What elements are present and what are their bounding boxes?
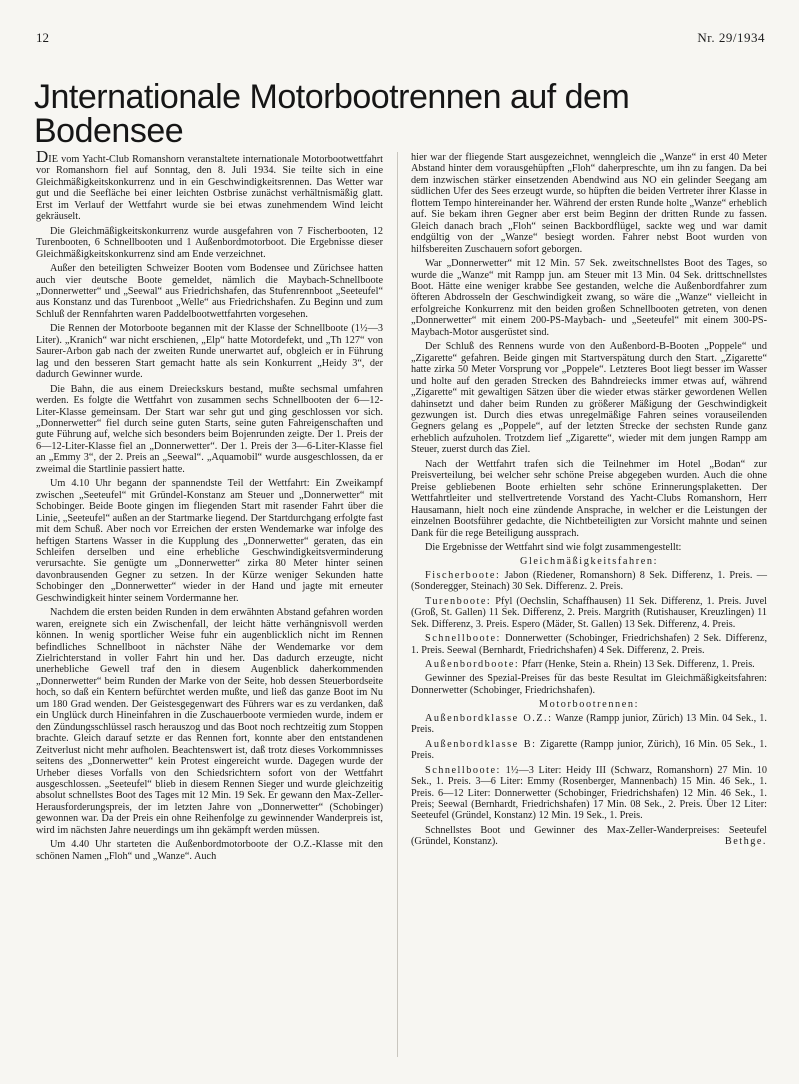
paragraph: Die Gleichmäßigkeitskonkurrenz wurde ausgefahren von 7 Fischerbooten, 12 Turenbooten, 6 Schnellbooten und 1 Außenbordmotorboot. Die Ergebnisse dieser Gleichmäßigkeitskonkurrenz sind am Ende verzeichnet. [36,225,383,260]
result-text: Pfarr (Henke, Stein a. Rhein) 13 Sek. Differenz, 1. Preis. [521,659,755,671]
result-label: Fischerboote: [425,569,501,581]
result-entry [411,659,767,670]
result-text: Jabon (Riedener, Romanshorn) 8 Sek. Differenz, 1. Preis. — (Sonderegger, Steinach) 30 Sek. Differenz. 2. Preis. [411,569,768,593]
paragraph: War „Donnerwetter“ mit 12 Min. 57 Sek. zweitschnellstes Boot des Tages, so wurde die „Wanze“ mit Rampp jun. am Steuer mit 13 Min. 04 Sek. drittschnellstes Boot. Hätte eine weniger krabbe See gestanden, welche die Außenbordfahrer zum öfteren Abdrosseln der Geschwindigkeit zwang, so wäre die „Wanze“ vielleicht in erfolgreiche Konkurrenz mit den beiden großen Schnellbooten getreten, von denen „Donnerwetter“ mit einem 200-PS-Maybach- und „Seeteufel“ mit einem 300-PS-Maybach-Motor ausgerüstet sind. [411,258,767,338]
article-title: Jnternationale Motorbootrennen auf dem Bodensee [34,78,630,150]
paragraph: Nach der Wettfahrt trafen sich die Teilnehmer im Hotel „Bodan“ zur Preisverteilung, bei welcher sehr schöne Preise abgegeben wurden. Auch die ohne Preise gebliebenen Boote erhielten sehr schöne Erinnerungsplaketten. Der Wettfahrtleiter und stellvertretende Vorstand des Yacht-Clubs Romanshorn, Herr Hausamann, hielt noch eine zündende Ansprache, in welcher er die Leistungen der einzelnen Bootsführer gedachte, die Nichtbeteiligten zur Vorsicht mahnte und seinen Dank für die rege Beteiligung aussprach. [411,458,767,539]
result-text: Zigarette (Rampp junior, Zürich), 16 Min. 05 Sek., 1. Preis. [411,738,767,762]
column-divider [397,152,398,1057]
result-entry: Gewinner des Spezial-Preises für das beste Resultat im Gleichmäßigkeitsfahren: Donnerwetter (Schobinger, Friedrichshafen). [411,673,767,696]
result-entry [411,570,767,593]
result-label: Außenbordklasse B: [425,738,537,750]
paragraph: Nachdem die ersten beiden Runden in dem erwähnten Abstand gefahren worden waren, ereignete sich ein Zwischenfall, der leicht hätte verhängnisvoll werden können. In wenig sportlicher Weise fuhr ein augenblicklich nicht im Rennen befindliches Schnellboot in nächster Nähe der Wendemarke vor dem Zielrichterstand in voller Fahrt hin und her. Das dadurch erzeugte, nicht unerhebliche Gewell traf den in diesem Augenblick daherkommenden „Donnerwetter“ beim Runden der Marke von der Seite, hob dessen Steuerbordseite hoch, so daß ein Kentern befürchtet werden mußte, und ließ das ganze Boot im Nu um 180 Grad wenden. Der Geistesgegenwart des Führers war es zu verdanken, daß ein Unglück durch Hineinfahren in die Zuschauerboote vermieden wurde, indem er den Zündungsschlüssel rasch herauszog und das Boot noch rechtzeitig zum Stoppen brachte. Gleich darauf setzte er das Rennen fort, konnte aber den entstandenen Zeitverlust nicht mehr aufholen. Beachtenswert ist, daß trotz dieses Vorkommnisses seitens des „Donnerwetter“ kein Protest eingereicht wurde. Dagegen wurde der Urheber dieses Vorfalls von den Schiedsrichtern sofort von der Wettfahrt ausgeschlossen. „Seeteufel“ blieb in diesem Rennen Sieger und wurde gleichzeitig absolut schnellstes Boot des Tages mit 12 Min. 19 Sek. Er gewann den Max-Zeller-Herausforderungspreis, der im letzten Jahre von „Donnerwetter“ (Schobinger) gewonnen war. Da der Preis ein ohne Reihenfolge zu gewinnender Wanderpreis ist, wird im nächsten Jahre neuerdings um ihn gekämpft werden müssen. [36,607,383,836]
results-heading: Motorbootrennen: [538,699,640,711]
paragraph: Der Schluß des Rennens wurde von den Außenbord-B-Booten „Poppele“ und „Zigarette“ gefahren. Beide gingen mit Startverspätung durch den Start. „Zigarette“ hatte zirka 50 Meter Vorsprung vor „Poppele“. Letzteres Boot liegt besser im Wasser und holte auf den geraden Strecken des Bahndreiecks immer etwas auf, während „Zigarette“ mit gewaltigen Sätzen über die wieder etwas stärker gewordenen Wellen dahinsetzt und daher beim Runden zu größerer Mäßigung der Geschwindigkeit gezwungen ist. Durch dies etwas unregelmäßige Fahren seines vorauseilenden Gegners gelang es „Poppele“, auf der letzten Strecke der sechsten Runde ganz erheblich aufzuholen. Trotzdem lief „Zigarette“, wieder mit dem jungen Rampp am Steuer, zuerst durch das Ziel. [411,341,767,456]
result-label: Turenboote: [425,595,492,607]
result-entry [411,633,767,656]
paragraph: Die Ergebnisse der Wettfahrt sind wie folgt zusammengestellt: [425,541,682,553]
result-text: Schnellstes Boot und Gewinner des Max-Zeller-Wanderpreises: Seeteufel (Gründel, Konstanz). [411,824,767,848]
paragraph: hier war der fliegende Start ausgezeichnet, wenngleich die „Wanze“ in erst 40 Meter Abstand hinter dem vorausgehüpften „Floh“ daherpreschte, um ihn zu fangen. Da bei dem inzwischen stärker einsetzenden Abendwind aus NO ein gelinder Seegang am südlichen Ufer des Sees erzeugt wurde, so hüpften die beiden Vertreter ihrer Klasse in flottem Tempo hintereinander her. Während der ersten Runde holte „Wanze“ erheblich auf. Sie bekam ihren Gegner aber erst beim Beginn der dritten Runde zu fassen. Gleich danach brach „Floh“ seinen Backbordflügel, sackte weg und war damit endgültig von der „Wanze“ besiegt worden. Fahrer nebst Boot wurden von hilfsbereiten Zuschauern sofort geborgen. [411,152,767,255]
result-entry [411,713,767,736]
results-heading: Gleichmäßigkeitsfahren: [519,556,659,568]
dropcap: D [36,147,49,166]
left-column [36,147,383,865]
paragraph: Außer den beteiligten Schweizer Booten vom Bodensee und Zürichsee hatten auch vier deutsche Boote gemeldet, nämlich die Maybach-Schnellboote „Donnerwetter“ und „Seewal“ aus Friedrichshafen, das Stufenrennboot „Seeteufel“ aus Konstanz und das Turenboot „Welle“ aus Friedrichshafen. Zu Beginn und zum Schluß der Rennfahrten waren Paddelbootwettfahrten vorgesehen. [36,263,383,320]
result-entry [411,596,767,630]
author-signature: Bethge. [724,836,767,848]
result-label: Schnellboote: [425,633,501,645]
paragraph-text: IE vom Yacht-Club Romanshorn veranstaltete internationale Motorbootwettfahrt vor Romanshorn fiel auf Sonntag, den 8. Juli 1934. Sie teilte sich in eine Gleichmäßigkeitskonkurrenz und in ein Geschwindigkeitsrennen. Das Wetter war gut und die Seefläche bei einer leichten Ostbrise zunächst verhältnismäßig glatt. Erst im Verlauf der Wettfahrt wurde sie bei etwas zunehmendem Wind leicht gekräuselt. [36,154,383,223]
result-label: Außenbordklasse O.Z.: [425,712,553,724]
issue-number: Nr. 29/1934 [697,30,765,45]
result-text: Donnerwetter (Schobinger, Friedrichshafen) 2 Sek. Differenz, 1. Preis. Seewal (Bernhardt, Friedrichshafen) 4 Sek. Differenz, 2. Preis. [411,633,768,656]
result-text: Wanze (Rampp junior, Zürich) 13 Min. 04 Sek., 1. Preis. [411,712,767,736]
page-number: 12 [36,30,49,45]
paragraph: Die Rennen der Motorboote begannen mit der Klasse der Schnellboote (1½—3 Liter). „Kranich“ war nicht erschienen, „Elp“ hatte Motordefekt, und „Th 127“ von Saurer-Arbon gab nach der zweiten Runde unerwartet auf, obgleich er in Führung lag und den besseren Start gemacht hatte als sein Konkurrent „Heidy 3“, der dadurch Gewinner wurde. [36,323,383,381]
paragraph: Die Bahn, die aus einem Dreieckskurs bestand, mußte sechsmal umfahren werden. Es folgte die Wettfahrt von zusammen sechs Schnellbooten der 6—12-Liter-Klasse gemeinsam. Der Start war sehr gut und ging geschlossen vor sich. „Donnerwetter“ fiel durch seine guten Starts, seine guten Fahreigenschaften und gute Führung auf, welche sich besonders beim Bojenrunden zeigte. Der 1. Preis der 6—12-Liter-Klasse fiel an „Donnerwetter“. Der 1. Preis der 3—6-Liter-Klasse fiel an „Emmy 3“, der 2. Preis an „Seewal“. „Aquamobil“ wurde ausgeschlossen, da er zweimal die Startlinie passiert hatte. [36,383,383,475]
result-entry [411,825,767,848]
result-label: Außenbordboote: [425,659,520,671]
paragraph: Um 4.40 Uhr starteten die Außenbordmotorboote der O.Z.-Klasse mit den schönen Namen „Floh“ und „Wanze“. Auch [36,839,383,862]
paragraph-intro [36,147,383,223]
result-text: 1½—3 Liter: Heidy III (Schwarz, Romanshorn) 27 Min. 10 Sek., 1. Preis. 3—6 Liter: Emmy (Rosenberger, Mannenbach) 15 Min. 46 Sek., 1. Preis. 6—12 Liter: Donnerwetter (Schobinger, Friedrichshafen) 12 Min. 46 Sek., 1. Preis; Seewal (Bernhardt, Friedrichshafen) 17 Min. 08 Sek., 2. Preis. Über 12 Liter: Seeteufel (Gründel, Konstanz) 12 Min. 19 Sek., 1. Preis. [411,764,767,822]
result-entry [411,739,767,762]
paragraph: Um 4.10 Uhr begann der spannendste Teil der Wettfahrt: Ein Zweikampf zwischen „Seeteufel“ mit Gründel-Konstanz am Steuer und „Donnerwetter“ mit Schobinger. Beide Boote gingen im fliegenden Start mit rasender Fahrt über die Linie, „Seeteufel“ außen an der Startmarke liegend. Der Startdurchgang erfolgte fast mit dem Schuß. Aber noch vor Erreichen der ersten Wendemarke war infolge des heftigen Startens Wasser in die Kupplung des „Donnerwetter“ geraten, das ein Schleifen derselben und eine erhebliche Geschwindigkeitsverminderung verursachte. Sie genügte um „Donnerwetter“ zirka 80 Meter hinter seinen davonbrausenden Gegner zu setzen. In der Kürze weniger Sekunden hatte Schobinger den „Donnerwetter“ wieder in der Hand und jagte mit erneuter Geschwindigkeit hinter seinem Vordermanne her. [36,478,383,604]
result-entry [411,765,767,822]
result-label: Schnellboote: [425,764,501,776]
right-column [411,152,767,851]
result-text: Pfyl (Oechslin, Schaffhausen) 11 Sek. Differenz, 1. Preis. Juvel (Groß, St. Gallen) 11 Sek. Differenz, 2. Preis. Margrith (Rutishauser, Kreuzlingen) 11 Sek. Differenz, 3. Preis. Espero (Mäder, St. Gallen) 13 Sek. Differenz, 4. Preis. [411,595,767,630]
